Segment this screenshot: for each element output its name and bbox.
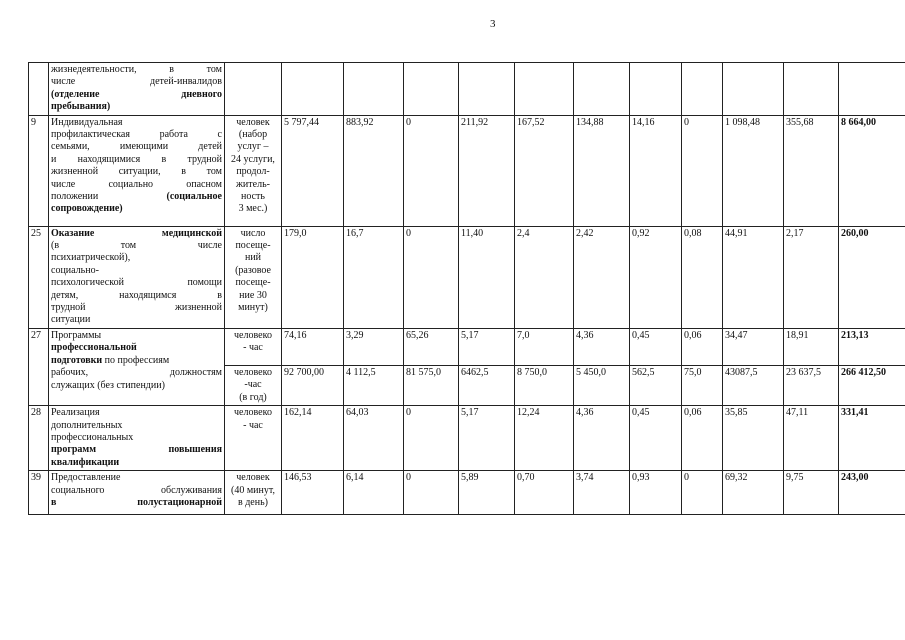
unit-line: (набор xyxy=(238,129,268,141)
value-cell: 5 450,0 xyxy=(574,365,630,405)
value-cell: 211,92 xyxy=(459,115,515,226)
name-line: в полустационарной xyxy=(51,496,222,508)
name-line: профессиональных xyxy=(51,431,134,443)
name-line: служащих (без стипендии) xyxy=(51,379,165,391)
unit-cell xyxy=(225,471,282,515)
unit-line: (40 минут, xyxy=(231,484,275,496)
value-cell: 2,17 xyxy=(784,226,839,328)
value-cell: 146,53 xyxy=(282,471,344,515)
unit-line: -час xyxy=(244,379,262,391)
value-cell: 5,17 xyxy=(459,406,515,471)
service-name xyxy=(49,471,225,515)
value-cell: 4,36 xyxy=(574,328,630,365)
value-cell: 0 xyxy=(682,115,723,226)
value-cell: 69,32 xyxy=(723,471,784,515)
table-row xyxy=(29,63,905,116)
value-cell: 3,29 xyxy=(344,328,404,365)
value-cell: 0,93 xyxy=(630,471,682,515)
total-cell: 213,13 xyxy=(839,328,905,365)
value-cell xyxy=(404,63,459,116)
value-cell: 12,24 xyxy=(515,406,574,471)
name-line: Реализация xyxy=(51,407,100,419)
value-cell: 7,0 xyxy=(515,328,574,365)
name-line: рабочих, должностям xyxy=(51,367,222,379)
value-cell: 0,92 xyxy=(630,226,682,328)
unit-line: в день) xyxy=(238,496,268,508)
value-cell: 0 xyxy=(404,226,459,328)
name-line: жизненной ситуации, в том xyxy=(51,166,222,178)
value-cell xyxy=(574,63,630,116)
page-number: 3 xyxy=(490,18,496,30)
name-line: профилактическая работа с xyxy=(51,129,222,141)
value-cell xyxy=(630,63,682,116)
unit-line: - час xyxy=(243,342,263,354)
unit-line: человеко xyxy=(234,407,272,419)
value-cell: 179,0 xyxy=(282,226,344,328)
unit-line: человеко xyxy=(234,366,272,378)
value-cell: 6,14 xyxy=(344,471,404,515)
row-number xyxy=(29,63,49,116)
value-cell: 134,88 xyxy=(574,115,630,226)
value-cell: 5 797,44 xyxy=(282,115,344,226)
value-cell: 2,4 xyxy=(515,226,574,328)
value-cell: 74,16 xyxy=(282,328,344,365)
unit-cell xyxy=(225,226,282,328)
name-line: числе детей-инвалидов xyxy=(51,76,222,88)
name-line: жизнедеятельности, в том xyxy=(51,64,222,75)
unit-cell xyxy=(225,365,282,405)
value-cell xyxy=(344,63,404,116)
name-line: семьями, имеющими детей xyxy=(51,141,222,153)
value-cell: 18,91 xyxy=(784,328,839,365)
unit-line: ний xyxy=(244,252,262,264)
value-cell: 14,16 xyxy=(630,115,682,226)
name-line: дополнительных xyxy=(51,419,123,431)
value-cell: 92 700,00 xyxy=(282,365,344,405)
total-cell: 243,00 xyxy=(839,471,905,515)
value-cell: 1 098,48 xyxy=(723,115,784,226)
service-name xyxy=(49,328,225,405)
total-cell: 260,00 xyxy=(839,226,905,328)
unit-line: - час xyxy=(243,419,263,431)
row-number: 9 xyxy=(29,115,49,226)
name-line: психиатрической), xyxy=(51,252,131,264)
value-cell xyxy=(459,63,515,116)
unit-cell xyxy=(225,63,282,116)
value-cell: 11,40 xyxy=(459,226,515,328)
unit-line: 24 услуги, xyxy=(231,153,275,165)
name-line: сопровождение) xyxy=(51,203,123,215)
value-cell: 0 xyxy=(404,471,459,515)
service-name xyxy=(49,63,225,116)
value-cell: 5,89 xyxy=(459,471,515,515)
value-cell: 0,70 xyxy=(515,471,574,515)
name-line: подготовки по профессиям xyxy=(51,354,170,366)
name-line: социально- xyxy=(51,264,99,276)
name-line: (отделение дневного xyxy=(51,88,222,100)
value-cell: 16,7 xyxy=(344,226,404,328)
unit-line: человеко xyxy=(234,329,272,341)
name-line: числе социально опасном xyxy=(51,178,222,190)
name-line: детям, находящимся в xyxy=(51,289,222,301)
name-line: Индивидуальная xyxy=(51,116,123,128)
value-cell: 162,14 xyxy=(282,406,344,471)
tariff-table xyxy=(28,62,905,515)
value-cell: 65,26 xyxy=(404,328,459,365)
value-cell: 4,36 xyxy=(574,406,630,471)
total-cell xyxy=(839,63,905,116)
unit-line: житель- xyxy=(236,178,270,190)
value-cell: 0,06 xyxy=(682,406,723,471)
value-cell: 8 750,0 xyxy=(515,365,574,405)
unit-line: ние 30 xyxy=(239,289,267,301)
value-cell: 0 xyxy=(404,406,459,471)
value-cell xyxy=(784,63,839,116)
name-line: квалификации xyxy=(51,456,120,468)
value-cell xyxy=(515,63,574,116)
service-name xyxy=(49,115,225,226)
unit-line: число xyxy=(240,227,266,239)
unit-line: посеще- xyxy=(235,240,271,252)
unit-line: (в год) xyxy=(239,391,267,403)
value-cell: 0 xyxy=(682,471,723,515)
value-cell: 23 637,5 xyxy=(784,365,839,405)
value-cell: 0,08 xyxy=(682,226,723,328)
name-line: положении (социальное xyxy=(51,191,222,203)
name-line: социального обслуживания xyxy=(51,484,222,496)
value-cell: 64,03 xyxy=(344,406,404,471)
row-number: 28 xyxy=(29,406,49,471)
total-cell: 266 412,50 xyxy=(839,365,905,405)
value-cell: 562,5 xyxy=(630,365,682,405)
value-cell: 2,42 xyxy=(574,226,630,328)
unit-line: 3 мес.) xyxy=(238,203,268,215)
table-row xyxy=(29,406,905,471)
name-line: Оказание медицинской xyxy=(51,227,222,239)
total-cell: 8 664,00 xyxy=(839,115,905,226)
name-line: трудной жизненной xyxy=(51,302,222,314)
value-cell: 4 112,5 xyxy=(344,365,404,405)
value-cell: 0,45 xyxy=(630,406,682,471)
unit-cell xyxy=(225,115,282,226)
value-cell: 47,11 xyxy=(784,406,839,471)
unit-line: услуг – xyxy=(237,141,269,153)
unit-line: ность xyxy=(241,191,265,203)
value-cell: 75,0 xyxy=(682,365,723,405)
value-cell: 5,17 xyxy=(459,328,515,365)
value-cell xyxy=(682,63,723,116)
total-cell: 331,41 xyxy=(839,406,905,471)
unit-line: (разовое xyxy=(235,264,271,276)
unit-line: человек xyxy=(236,472,270,484)
row-number: 27 xyxy=(29,328,49,405)
name-line: Программы xyxy=(51,329,102,341)
name-line: ситуации xyxy=(51,314,91,326)
value-cell: 44,91 xyxy=(723,226,784,328)
table-row xyxy=(29,226,905,328)
value-cell: 3,74 xyxy=(574,471,630,515)
name-line: Предоставление xyxy=(51,472,121,484)
unit-line: продол- xyxy=(236,166,270,178)
unit-line: посеще- xyxy=(235,277,271,289)
unit-cell xyxy=(225,406,282,471)
value-cell: 34,47 xyxy=(723,328,784,365)
value-cell: 81 575,0 xyxy=(404,365,459,405)
table-row xyxy=(29,328,905,365)
value-cell: 355,68 xyxy=(784,115,839,226)
value-cell: 0 xyxy=(404,115,459,226)
value-cell: 167,52 xyxy=(515,115,574,226)
value-cell: 43087,5 xyxy=(723,365,784,405)
unit-line: человек xyxy=(236,116,270,128)
unit-line: минут) xyxy=(238,302,268,314)
value-cell xyxy=(723,63,784,116)
name-line: и находящимися в трудной xyxy=(51,153,222,165)
row-number: 39 xyxy=(29,471,49,515)
service-name xyxy=(49,406,225,471)
name-line: (в том числе xyxy=(51,240,222,252)
value-cell: 883,92 xyxy=(344,115,404,226)
value-cell: 35,85 xyxy=(723,406,784,471)
name-line: программ повышения xyxy=(51,444,222,456)
name-line: пребывания) xyxy=(51,101,111,113)
value-cell: 6462,5 xyxy=(459,365,515,405)
service-name xyxy=(49,226,225,328)
name-line: профессиональной xyxy=(51,342,137,354)
value-cell: 0,45 xyxy=(630,328,682,365)
table-row xyxy=(29,471,905,515)
value-cell: 0,06 xyxy=(682,328,723,365)
value-cell: 9,75 xyxy=(784,471,839,515)
row-number: 25 xyxy=(29,226,49,328)
value-cell xyxy=(282,63,344,116)
unit-cell xyxy=(225,328,282,365)
name-line: психологической помощи xyxy=(51,277,222,289)
table-row xyxy=(29,115,905,226)
